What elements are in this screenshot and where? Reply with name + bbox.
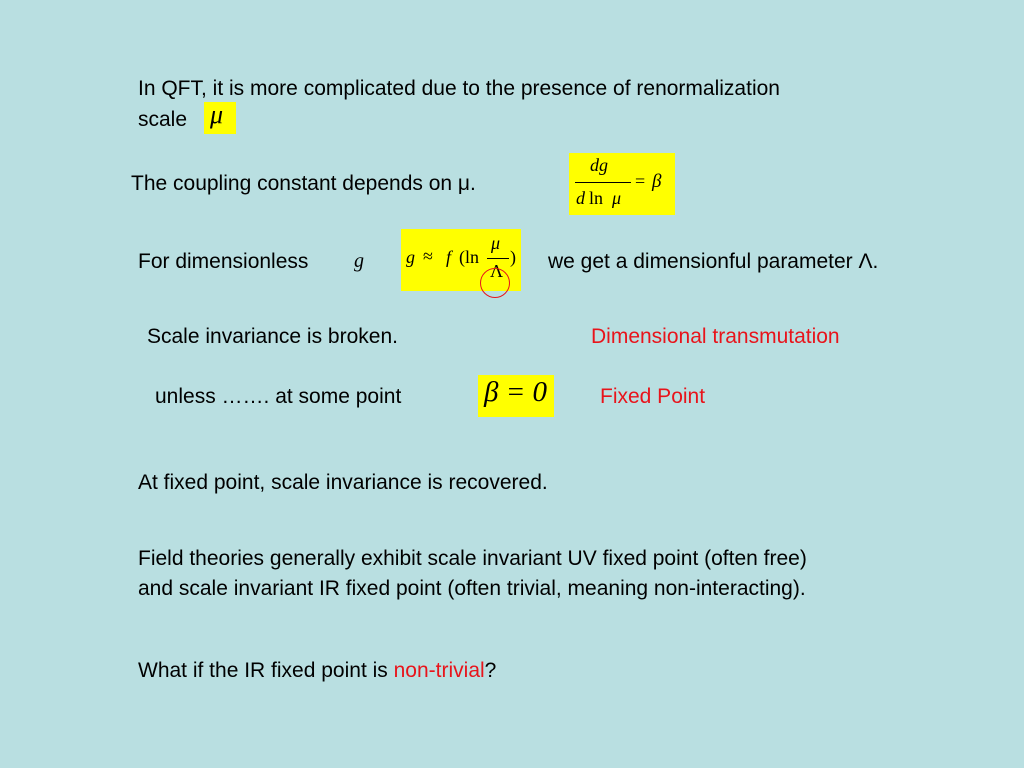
dimensional-transmutation-label: Dimensional transmutation — [591, 325, 840, 348]
g-approx-box — [401, 229, 521, 291]
unless-text: unless ……. at some point — [155, 385, 402, 408]
frac-mu: μ — [491, 233, 501, 253]
frac-bar — [487, 258, 509, 259]
rg-equals: = — [635, 171, 646, 191]
close-paren: ) — [510, 247, 516, 267]
f-symbol: f — [446, 247, 452, 267]
rg-den-ln: ln — [589, 188, 604, 208]
field-theories-line-1: Field theories generally exhibit scale invariant UV fixed point (often free) — [138, 547, 807, 570]
coupling-text: The coupling constant depends on μ. — [131, 172, 476, 195]
intro-line-1: In QFT, it is more complicated due to the presence of renormalization — [138, 77, 780, 100]
rg-numerator: dg — [590, 155, 608, 175]
rg-beta: β — [652, 171, 662, 192]
dimensionless-text: For dimensionless — [138, 250, 309, 273]
mu-symbol: μ — [210, 100, 224, 129]
lambda-circle — [480, 268, 510, 298]
rg-fraction-bar — [575, 182, 631, 183]
intro-line-2: scale — [138, 108, 188, 131]
question-line — [138, 656, 496, 686]
dimensionful-text: we get a dimensionful parameter Λ. — [548, 250, 879, 273]
rg-equation-box — [569, 153, 675, 215]
recovered-text: At fixed point, scale invariance is recovered. — [138, 471, 548, 494]
question-suffix: ? — [484, 659, 497, 682]
non-trivial-highlight: non-trivial — [393, 659, 485, 682]
fixed-point-label: Fixed Point — [600, 385, 706, 408]
beta-zero: β = 0 — [484, 376, 548, 408]
rg-den-d: d — [576, 188, 585, 208]
field-theories-line-2: and scale invariant IR fixed point (often trivial, meaning non-interacting). — [138, 577, 806, 600]
beta-zero-box — [478, 375, 554, 417]
frac-lambda: Λ — [490, 261, 504, 281]
mu-box — [204, 102, 236, 134]
open-paren-ln: (ln — [459, 247, 479, 267]
g-symbol: g — [354, 250, 364, 272]
question-prefix: What if the IR fixed point is — [138, 659, 388, 682]
g-left: g — [406, 247, 415, 267]
approx-sign: ≈ — [423, 246, 433, 266]
broken-text: Scale invariance is broken. — [147, 325, 398, 348]
rg-den-mu: μ — [612, 188, 622, 208]
